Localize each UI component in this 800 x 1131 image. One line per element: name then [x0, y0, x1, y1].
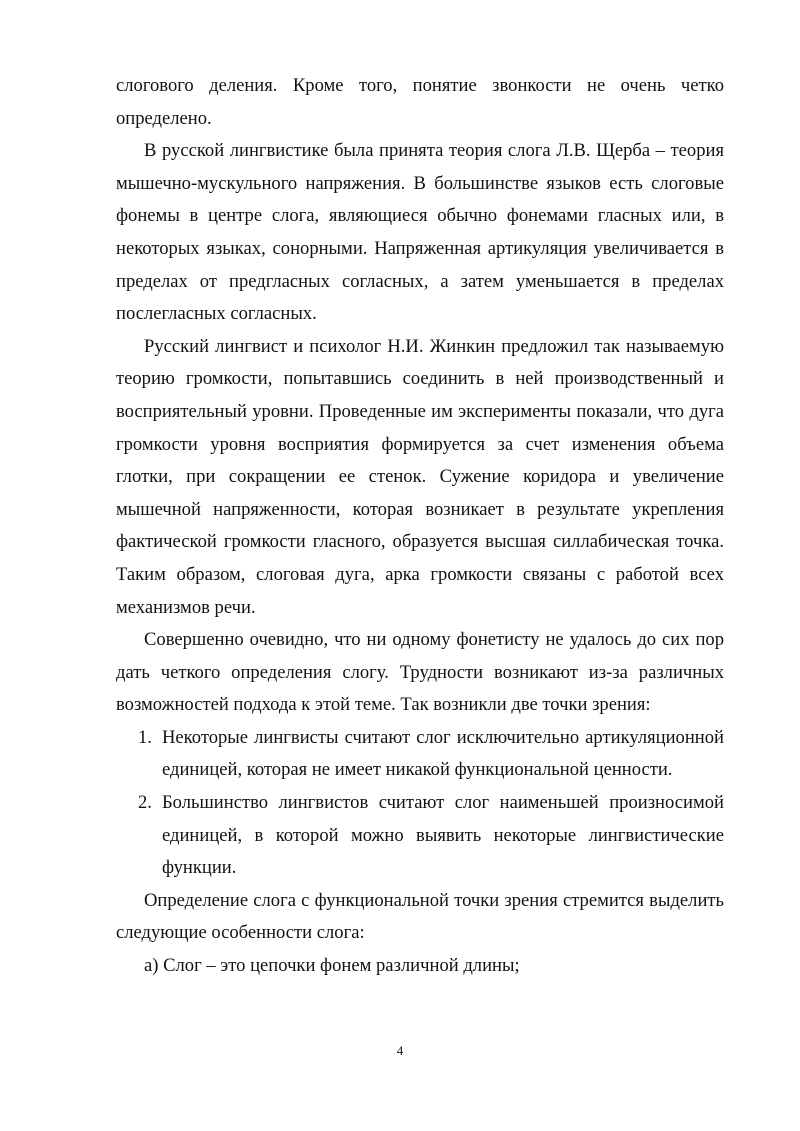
paragraph-feature-a: а) Слог – это цепочки фонем различной длины; — [144, 955, 520, 977]
paragraph-zhinkin-theory: Русский лингвист и психолог Н.И. Жинкин предложил так называемую теорию громкости, попытавшись соединить в ней производственный и восприятельный уровни. Проведенные им эксперименты показали, что дуга громкости уровня восприятия формируется за счет изменения объема глотки, при сокращении ее стенок. Сужение коридора и увеличение мышечной напряженности, которая возникает в результате укрепления фактической громкости гласного, образуется высшая силлабическая точка. Таким образом, слоговая дуга, арка громкости связаны с работой всех механизмов речи. — [116, 335, 724, 618]
paragraph-functional-definition: Определение слога с функциональной точки зрения стремится выделить следующие особенности слога: — [116, 889, 724, 944]
list-item — [116, 722, 724, 787]
page-number: 4 — [396, 1043, 404, 1058]
list-item-text: Большинство лингвистов считают слог наименьшей произносимой единицей, в которой можно выявить некоторые лингвистические функции. — [162, 792, 724, 879]
list-item-number: 2. — [138, 792, 152, 814]
paragraph-continuation: слогового деления. Кроме того, понятие звонкости не очень четко определено. — [116, 75, 724, 129]
document-page — [116, 70, 724, 983]
viewpoints-list — [116, 722, 724, 885]
list-item-number: 1. — [138, 726, 152, 748]
list-item — [116, 787, 724, 885]
paragraph-viewpoints-intro: Совершенно очевидно, что ни одному фонетисту не удалось до сих пор дать четкого определения слогу. Трудности возникают из-за различных возможностей подхода к этой теме. Так возникли две точки зрения: — [116, 629, 724, 716]
paragraph-shcherba-theory: В русской лингвистике была принята теория слога Л.В. Щерба – теория мышечно-мускульного напряжения. В большинстве языков есть слоговые фонемы в центре слога, являющиеся обычно фонемами гласных или, в некоторых языках, сонорными. Напряженная артикуляция увеличивается в пределах от предгласных согласных, а затем уменьшается в пределах послегласных согласных. — [116, 140, 724, 325]
list-item-text: Некоторые лингвисты считают слог исключительно артикуляционной единицей, которая не имеет никакой функциональной ценности. — [162, 726, 724, 781]
